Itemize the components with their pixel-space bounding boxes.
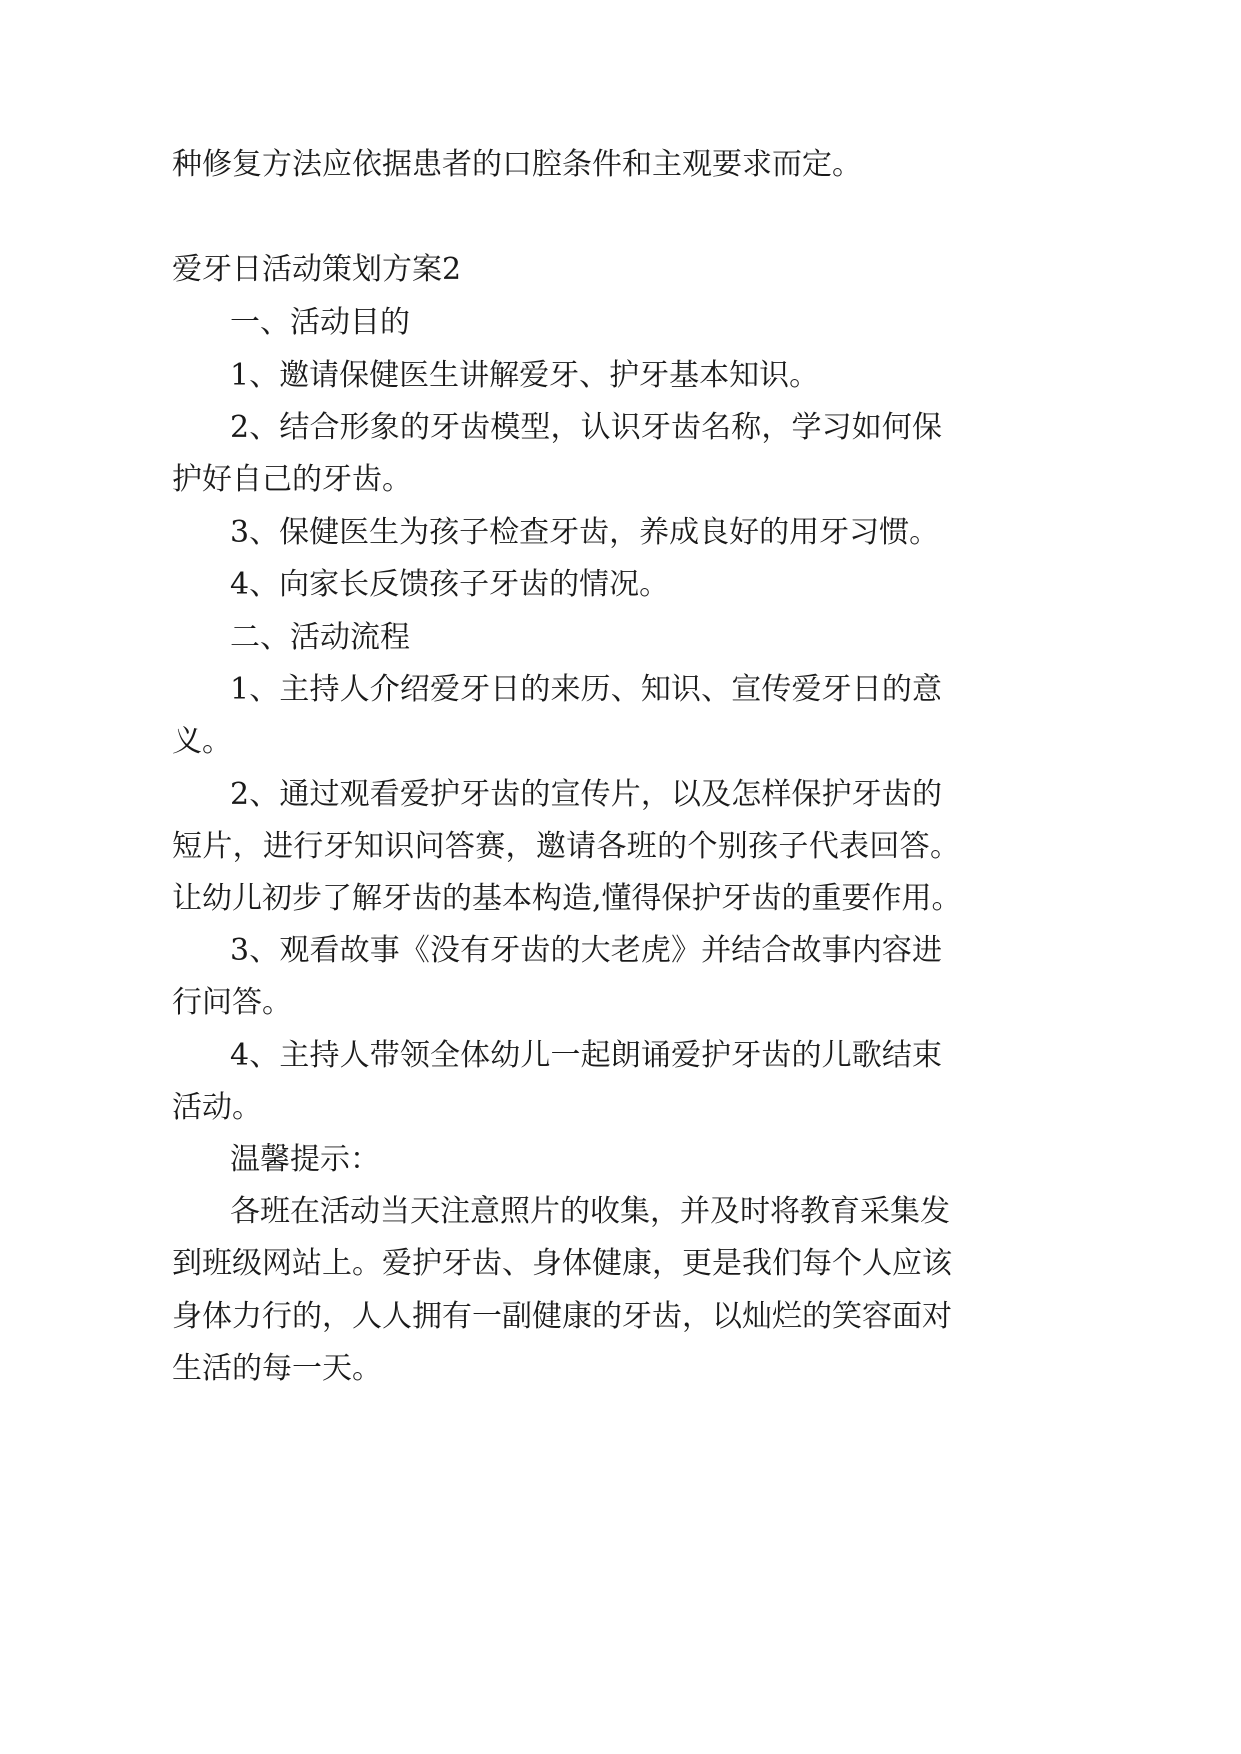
part-one-heading: 一、活动目的: [230, 305, 410, 340]
part-one-item-4-line-1: 4、向家长反馈孩子牙齿的情况。: [230, 567, 670, 602]
part-two-item-3-line-2: 行问答。: [172, 985, 292, 1020]
tips-heading: 温馨提示：: [230, 1142, 380, 1177]
part-one-item-3-line-1: 3、保健医生为孩子检查牙齿，养成良好的用牙习惯。: [230, 515, 940, 550]
part-one-item-2-line-1: 2、结合形象的牙齿模型，认识牙齿名称，学习如何保: [230, 410, 942, 445]
tips-line-4: 生活的每一天。: [172, 1351, 382, 1386]
part-two-item-4-line-2: 活动。: [172, 1090, 262, 1125]
part-two-item-1-line-2: 义。: [172, 724, 232, 759]
part-one-item-2-line-2: 护好自己的牙齿。: [172, 462, 412, 497]
part-two-item-1-line-1: 1、主持人介绍爱牙日的来历、知识、宣传爱牙日的意: [230, 672, 942, 707]
section-title: 爱牙日活动策划方案2: [172, 252, 462, 287]
part-two-item-4-line-1: 4、主持人带领全体幼儿一起朗诵爱护牙齿的儿歌结束: [230, 1038, 942, 1073]
part-one-item-1-line-1: 1、邀请保健医生讲解爱牙、护牙基本知识。: [230, 358, 820, 393]
part-two-item-2-line-1: 2、通过观看爱护牙齿的宣传片，以及怎样保护牙齿的: [230, 777, 942, 812]
part-two-item-3-line-1: 3、观看故事《没有牙齿的大老虎》并结合故事内容进: [230, 933, 942, 968]
tips-line-3: 身体力行的，人人拥有一副健康的牙齿，以灿烂的笑容面对: [172, 1299, 952, 1334]
tips-line-2: 到班级网站上。爱护牙齿、身体健康，更是我们每个人应该: [172, 1246, 952, 1281]
part-two-item-2-line-3: 让幼儿初步了解牙齿的基本构造,懂得保护牙齿的重要作用。: [172, 881, 962, 916]
part-two-item-2-line-2: 短片，进行牙知识问答赛，邀请各班的个别孩子代表回答。: [172, 829, 960, 864]
part-two-heading: 二、活动流程: [230, 620, 410, 655]
tips-line-1: 各班在活动当天注意照片的收集，并及时将教育采集发: [230, 1194, 950, 1229]
intro-line: 种修复方法应依据患者的口腔条件和主观要求而定。: [172, 147, 862, 182]
